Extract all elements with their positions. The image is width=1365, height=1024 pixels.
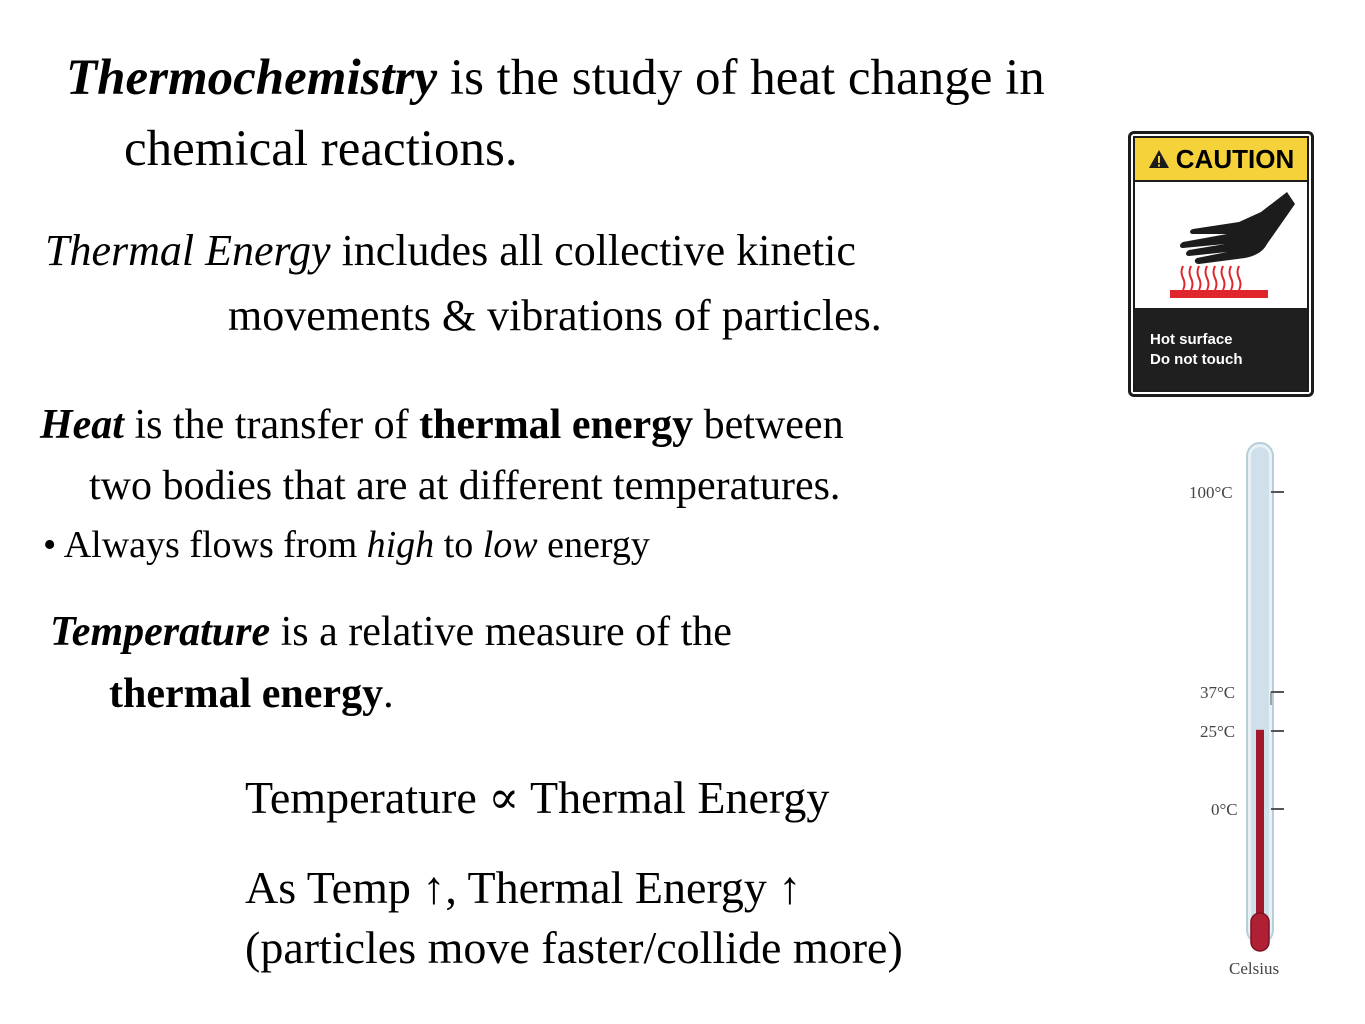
- sign-footer: [1135, 308, 1307, 390]
- page-title-line2: chemical reactions.: [124, 121, 518, 177]
- thermal-energy-line2: movements & vibrations of particles.: [228, 291, 882, 340]
- tick-label-25: 25°C: [1200, 722, 1236, 741]
- thermometer-fluid: [1256, 730, 1264, 931]
- heat-line2: two bodies that are at different temperatures.: [89, 463, 841, 509]
- heat-bullet: • Always flows from high to low energy: [43, 524, 650, 566]
- tick-label-0: 0°C: [1211, 800, 1238, 819]
- warning-triangle-icon: [1148, 149, 1170, 169]
- celsius-thermometer: [1180, 435, 1310, 985]
- relation-line1: As Temp ↑, Thermal Energy ↑: [245, 862, 802, 913]
- temperature-line2: thermal energy.: [109, 671, 394, 717]
- thermal-energy-line1: Thermal Energy includes all collective kinetic: [45, 226, 856, 275]
- bullet-icon: •: [43, 524, 57, 566]
- sign-text-line2: Do not touch: [1150, 351, 1243, 368]
- proportional-relation: Temperature ∝ Thermal Energy: [245, 772, 830, 823]
- thermometer-bulb: [1251, 913, 1269, 951]
- relation-line2: (particles move faster/collide more): [245, 922, 903, 973]
- tick-label-37: 37°C: [1200, 683, 1236, 702]
- term-temperature: Temperature: [50, 609, 271, 655]
- term-thermochemistry: Thermochemistry: [66, 50, 438, 106]
- caution-sign: [1128, 131, 1314, 397]
- temperature-line1: Temperature is a relative measure of the: [50, 609, 732, 655]
- term-heat: Heat: [40, 402, 124, 448]
- hot-surface-pictogram: [1135, 182, 1307, 310]
- sign-header: [1135, 138, 1307, 182]
- page-title-line1: Thermochemistry is the study of heat change in: [66, 50, 1045, 106]
- thermometer-icon: [1180, 435, 1310, 985]
- term-thermal-energy: Thermal Energy: [45, 226, 331, 275]
- heat-line1: Heat is the transfer of thermal energy between: [40, 402, 844, 448]
- sign-inner: [1133, 136, 1309, 392]
- hand-over-heat-icon: [1135, 182, 1307, 310]
- sign-text-line1: Hot surface: [1150, 331, 1233, 348]
- caution-label: CAUTION: [1175, 143, 1295, 174]
- heat-bold-phrase: thermal energy: [419, 402, 694, 448]
- tick-label-100: 100°C: [1189, 483, 1233, 502]
- thermometer-caption: Celsius: [1229, 959, 1280, 978]
